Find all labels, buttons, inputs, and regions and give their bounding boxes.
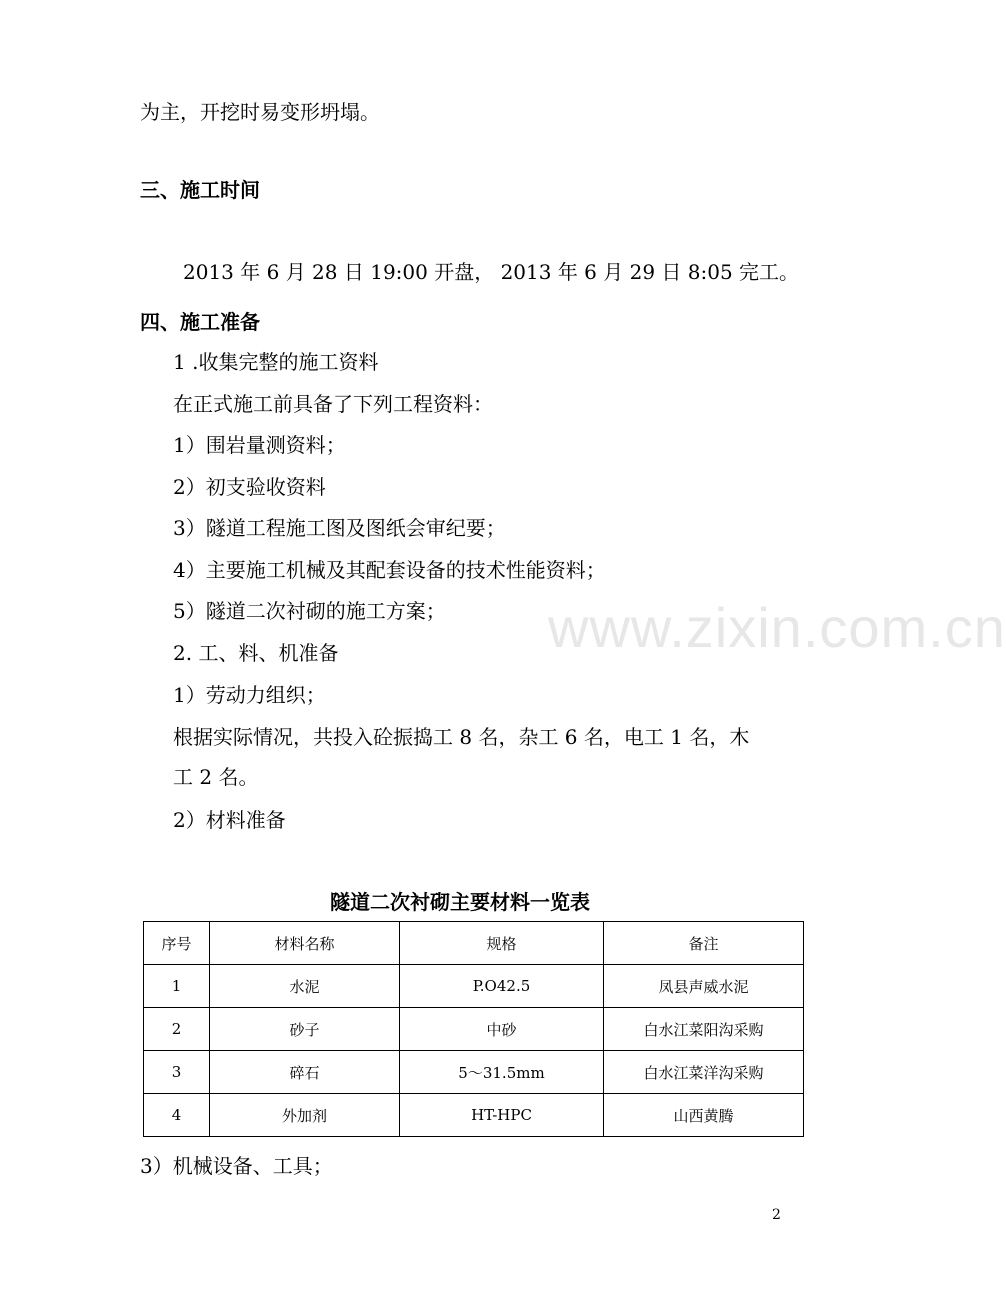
item-1-list-entry: 3）隧道工程施工图及图纸会审纪要；	[173, 516, 506, 540]
item-1-list-entry: 2）初支验收资料	[173, 475, 326, 499]
table-title: 隧道二次衬砌主要材料一览表	[330, 890, 590, 914]
table-cell: 水泥	[210, 965, 400, 1008]
table-cell: 3	[144, 1051, 210, 1094]
item-1-intro: 在正式施工前具备了下列工程资料：	[173, 392, 493, 416]
header-cell: 规格	[400, 922, 604, 965]
labor-heading: 1）劳动力组织；	[173, 683, 326, 707]
page-number: 2	[772, 1207, 781, 1223]
watermark: www.zixin.com.cn	[548, 596, 1006, 659]
header-cell: 备注	[604, 922, 804, 965]
item-1-list-entry: 5）隧道二次衬砌的施工方案；	[173, 599, 446, 623]
table-cell: 中砂	[400, 1008, 604, 1051]
table-cell: P.O42.5	[400, 965, 604, 1008]
section-4-heading: 四、施工准备	[140, 310, 260, 334]
materials-heading: 2）材料准备	[173, 808, 286, 832]
table-row	[144, 965, 804, 1008]
table-cell: 4	[144, 1094, 210, 1137]
table-row	[144, 1008, 804, 1051]
labor-text-line-2: 工 2 名。	[173, 765, 259, 789]
labor-text-line-1: 根据实际情况，共投入砼振捣工 8 名，杂工 6 名，电工 1 名，木	[173, 725, 750, 749]
table-cell: 外加剂	[210, 1094, 400, 1137]
table-cell: 凤县声威水泥	[604, 965, 804, 1008]
item-1-list-entry: 1）围岩量测资料；	[173, 433, 346, 457]
table-cell: 5～31.5mm	[400, 1051, 604, 1094]
item-1-list-entry: 4）主要施工机械及其配套设备的技术性能资料；	[173, 558, 606, 582]
table-cell: 1	[144, 965, 210, 1008]
table-cell: 山西黄腾	[604, 1094, 804, 1137]
table-cell: HT-HPC	[400, 1094, 604, 1137]
header-cell: 序号	[144, 922, 210, 965]
continuation-text: 为主，开挖时易变形坍塌。	[140, 100, 380, 124]
table-row	[144, 1051, 804, 1094]
item-2-heading: 2. 工、料、机准备	[173, 641, 339, 665]
materials-table	[143, 921, 804, 1137]
table-cell: 白水江菜阳沟采购	[604, 1008, 804, 1051]
table-cell: 砂子	[210, 1008, 400, 1051]
construction-time-text: 2013 年 6 月 28 日 19:00 开盘， 2013 年 6 月 29 日 8:05 完工。	[183, 260, 800, 284]
table-row	[144, 1094, 804, 1137]
section-3-heading: 三、施工时间	[140, 178, 260, 202]
table-header-row	[144, 922, 804, 965]
table-cell: 白水江菜洋沟采购	[604, 1051, 804, 1094]
equipment-heading: 3）机械设备、工具；	[140, 1154, 333, 1178]
header-cell: 材料名称	[210, 922, 400, 965]
table-cell: 2	[144, 1008, 210, 1051]
item-1-heading: 1 .收集完整的施工资料	[173, 350, 379, 374]
table-cell: 碎石	[210, 1051, 400, 1094]
